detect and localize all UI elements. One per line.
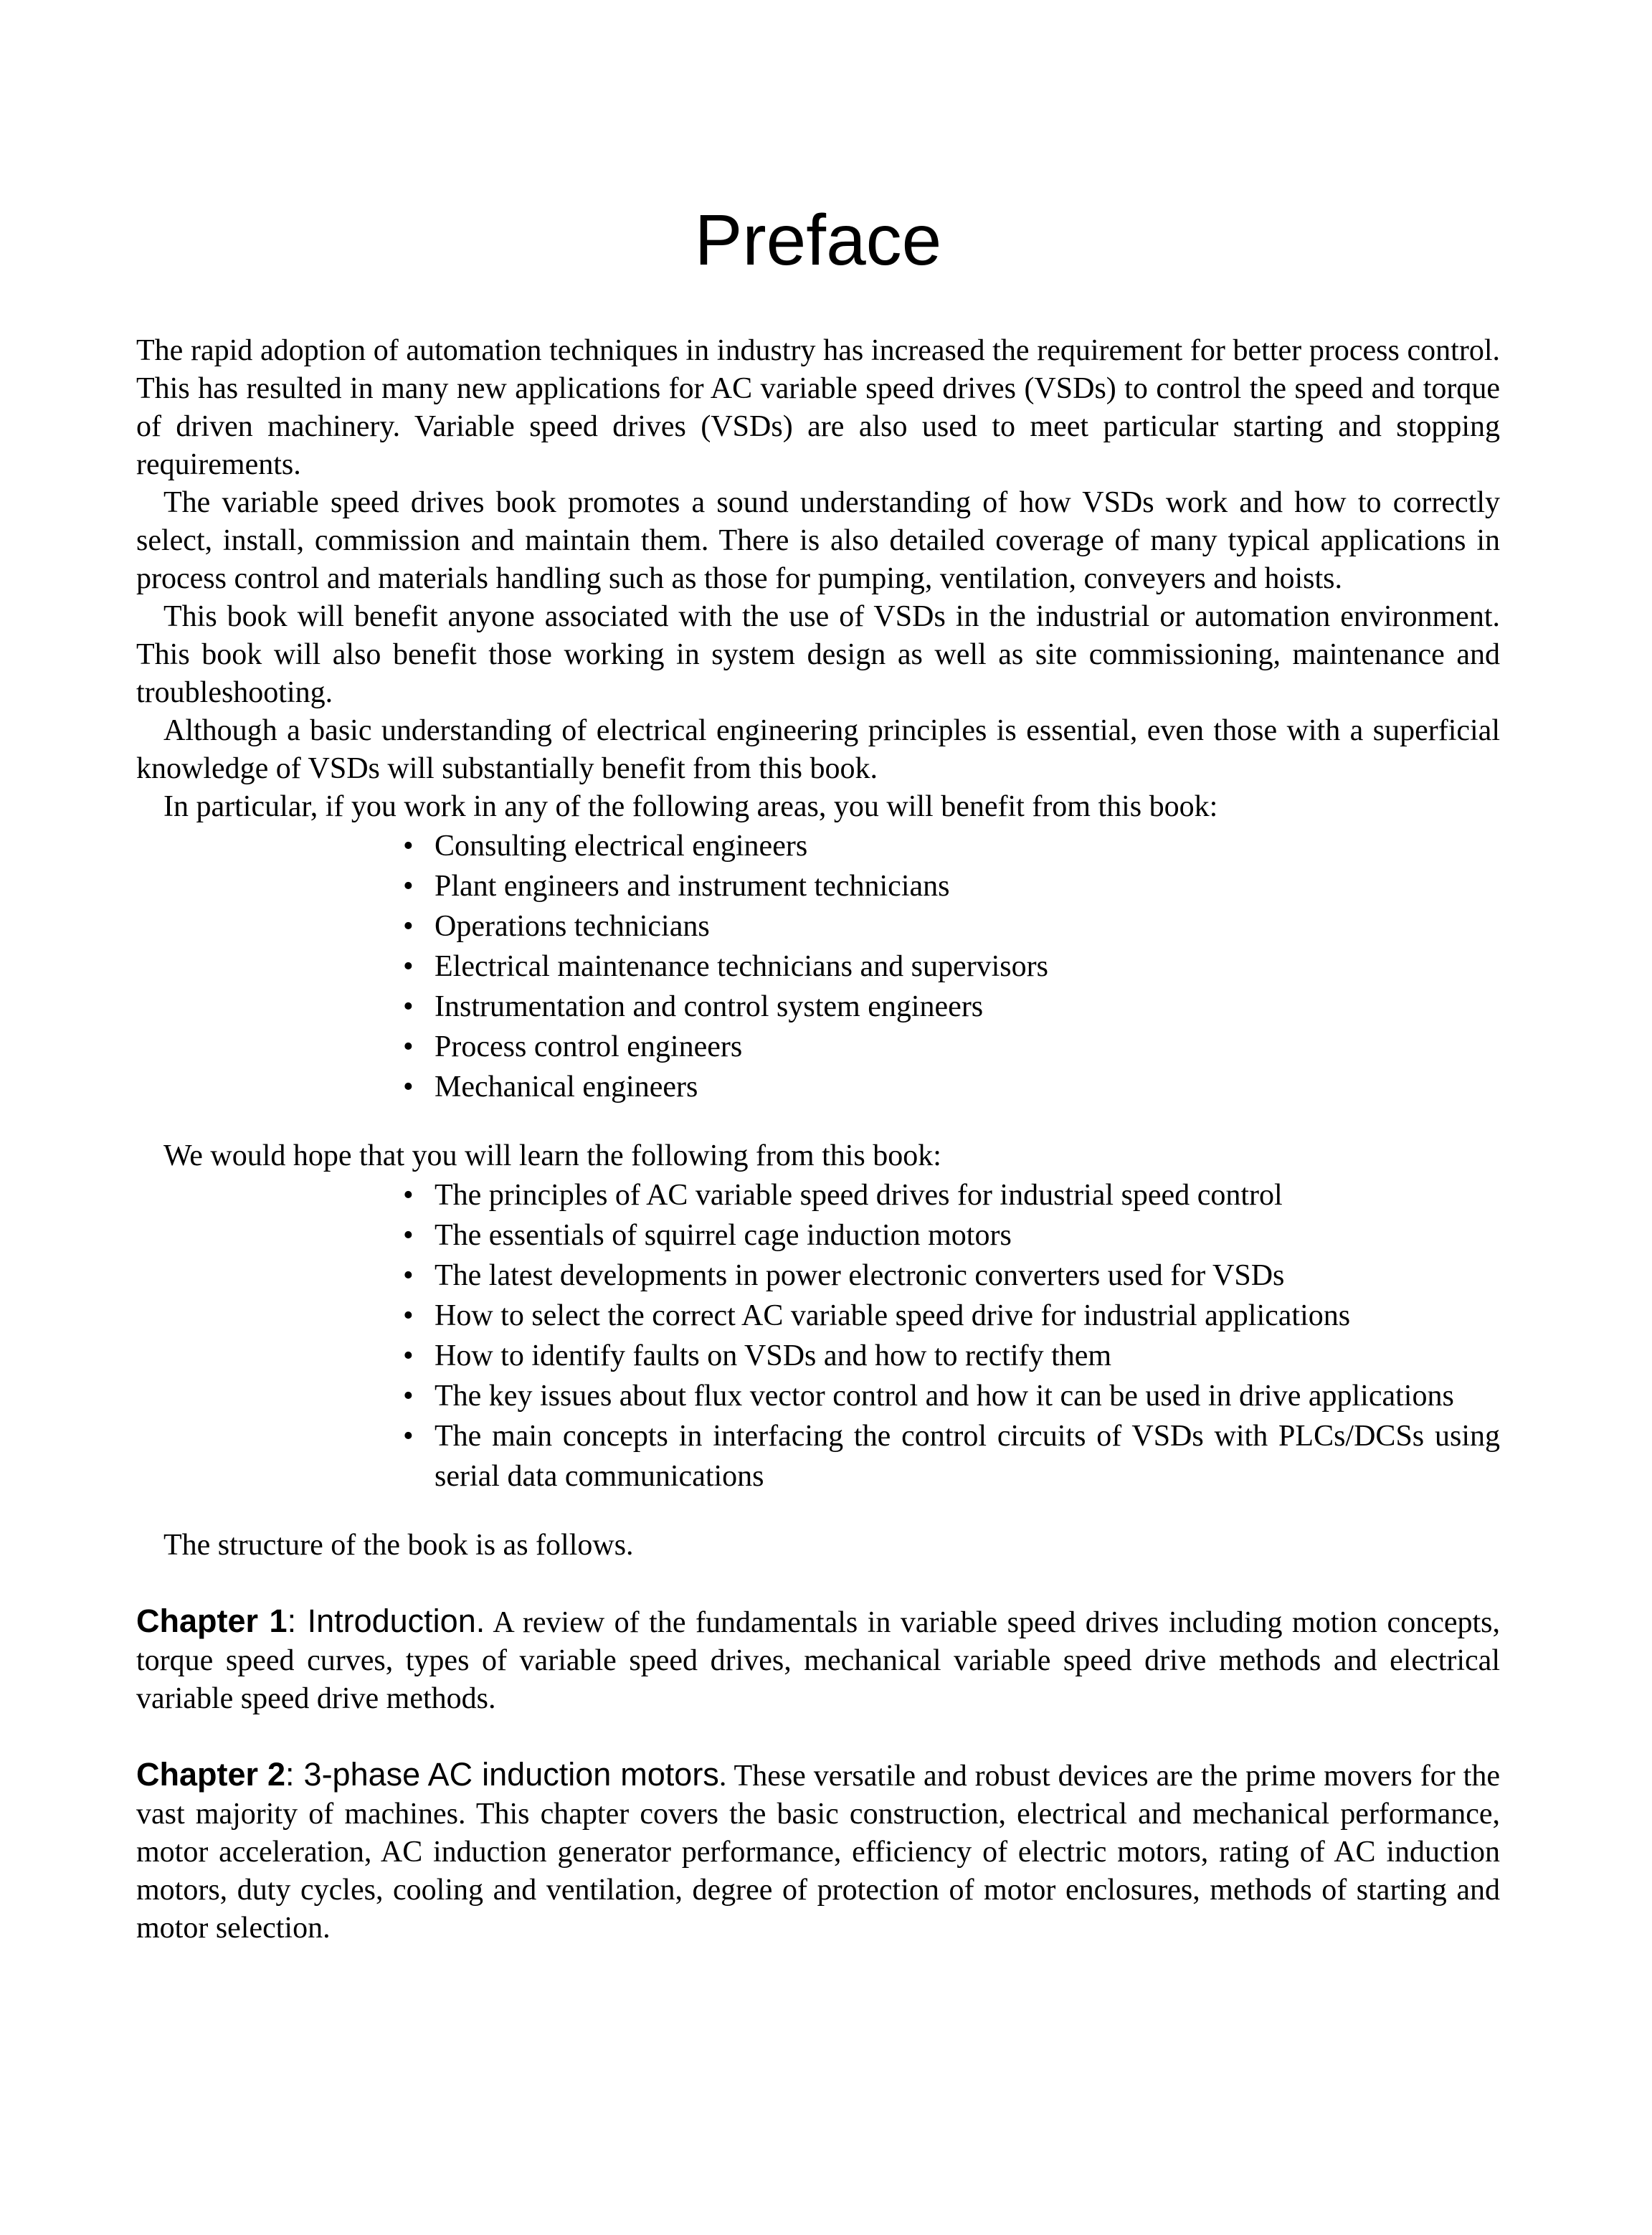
chapter-2-label: Chapter 2 — [136, 1756, 286, 1793]
chapter-1-label: Chapter 1 — [136, 1603, 288, 1639]
learn-list — [403, 1175, 1500, 1496]
chapter-1-summary — [136, 1602, 1500, 1718]
chapter-2-text: . These versatile and robust devices are the prime movers for the vast majority of machines. This chapter covers the basic construction, electrical and mechanical performance, motor acceleration, AC induction generator performance, efficiency of electric motors, rating of AC induction motors, duty cycles, cooling and ventilation, degree of protection of motor enclosures, methods of starting and motor selection. — [136, 1760, 1500, 1945]
list-item: • The key issues about flux vector control and how it can be used in drive applications — [403, 1376, 1500, 1416]
list-item: • The main concepts in interfacing the control circuits of VSDs with PLCs/DCSs using serial data communications — [403, 1416, 1500, 1496]
learn-list-intro: We would hope that you will learn the following from this book: — [163, 1139, 941, 1172]
list-item: • The latest developments in power electronic converters used for VSDs — [403, 1256, 1500, 1296]
bullet-icon: • — [403, 1071, 414, 1104]
chapter-2-summary — [136, 1755, 1500, 1947]
audience-list-intro: In particular, if you work in any of the following areas, you will benefit from this book: — [163, 790, 1218, 823]
prerequisite-paragraph: Although a basic understanding of electrical engineering principles is essential, even those with a superficial knowledge of VSDs will substantially benefit from this book. — [136, 714, 1500, 785]
bullet-icon: • — [403, 1179, 414, 1212]
scope-paragraph: The variable speed drives book promotes a sound understanding of how VSDs work and how to correctly select, install, commission and maintain them. There is also detailed coverage of many typical applications in process control and materials handling such as those for pumping, ventilation, conveyers and hoists. — [136, 486, 1500, 595]
chapter-2-title: : 3-phase AC induction motors — [285, 1756, 719, 1793]
list-item: • How to identify faults on VSDs and how to rectify them — [403, 1336, 1500, 1376]
bullet-icon: • — [403, 1339, 414, 1372]
bullet-icon: • — [403, 990, 414, 1023]
bullet-icon: • — [403, 870, 414, 903]
bullet-icon: • — [403, 1299, 414, 1332]
bullet-icon: • — [403, 1219, 414, 1252]
list-item: • Consulting electrical engineers — [403, 826, 1500, 866]
audience-list — [403, 826, 1500, 1107]
chapter-1-text: A review of the fundamentals in variable speed drives including motion concepts, torque speed curves, types of variable speed drives, mechanical variable speed drive methods and electrical variable speed drive methods. — [136, 1606, 1500, 1715]
list-item: • Plant engineers and instrument technicians — [403, 866, 1500, 906]
list-item: • Instrumentation and control system engineers — [403, 987, 1500, 1027]
structure-intro: The structure of the book is as follows. — [163, 1529, 634, 1562]
bullet-icon: • — [403, 1259, 414, 1292]
list-item: • How to select the correct AC variable speed drive for industrial applications — [403, 1296, 1500, 1336]
bullet-icon: • — [403, 1030, 414, 1063]
chapter-1-title: : Introduction. — [287, 1603, 485, 1639]
list-item: • The essentials of squirrel cage induction motors — [403, 1215, 1500, 1256]
preface-body — [136, 332, 1500, 1947]
list-item: • The principles of AC variable speed drives for industrial speed control — [403, 1175, 1500, 1215]
bullet-icon: • — [403, 830, 414, 863]
bullet-icon: • — [403, 1380, 414, 1413]
audience-paragraph: This book will benefit anyone associated with the use of VSDs in the industrial or automation environment. This book will also benefit those working in system design as well as site commissioning, maintenance and troubleshooting. — [136, 600, 1500, 709]
bullet-icon: • — [403, 950, 414, 983]
list-item: • Process control engineers — [403, 1027, 1500, 1067]
list-item: • Electrical maintenance technicians and supervisors — [403, 946, 1500, 987]
bullet-icon: • — [403, 1420, 414, 1453]
list-item: • Operations technicians — [403, 906, 1500, 946]
intro-paragraph: The rapid adoption of automation techniques in industry has increased the requirement for better process control. This has resulted in many new applications for AC variable speed drives (VSDs) to control the speed and torque of driven machinery. Variable speed drives (VSDs) are also used to meet particular starting and stopping requirements. — [136, 334, 1500, 481]
bullet-icon: • — [403, 910, 414, 943]
page-title: Preface — [694, 200, 942, 280]
list-item: • Mechanical engineers — [403, 1067, 1500, 1107]
